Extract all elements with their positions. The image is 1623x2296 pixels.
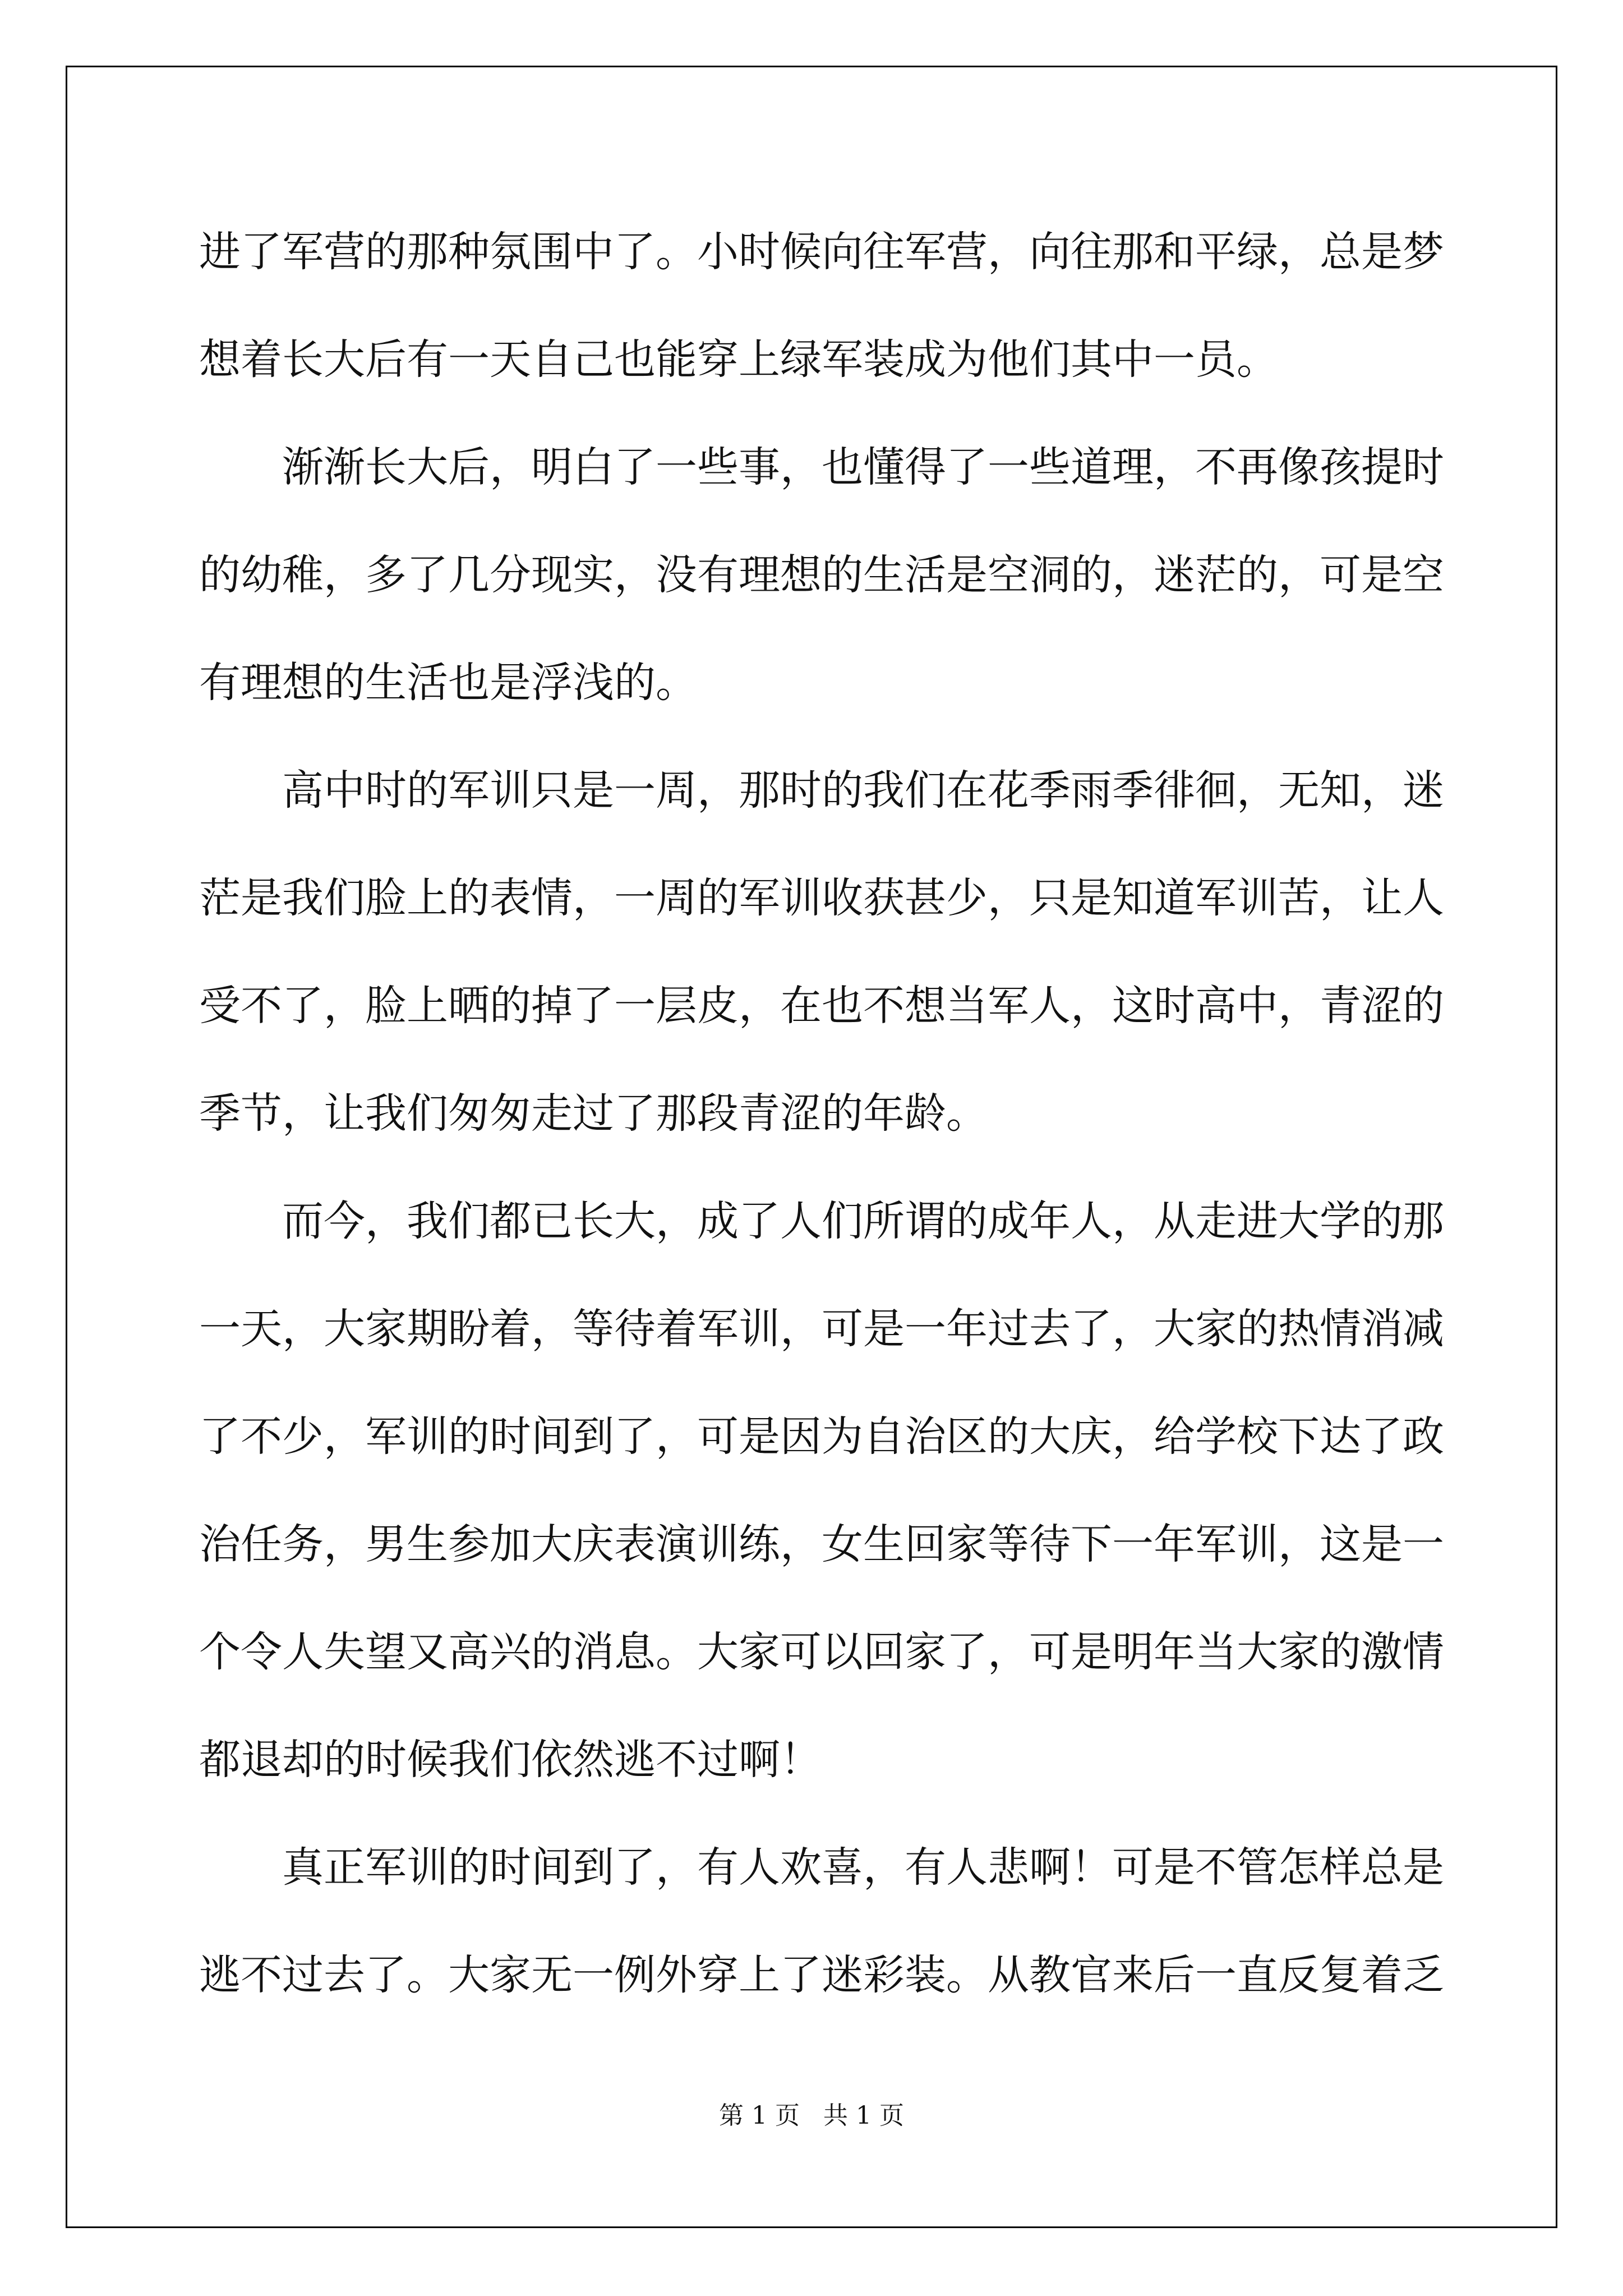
text-line: 渐渐长大后，明白了一些事，也懂得了一些道理，不再像孩提时	[282, 443, 1444, 491]
text-line: 一天，大家期盼着，等待着军训，可是一年过去了，大家的热情消减	[199, 1305, 1444, 1353]
text-line: 而今，我们都已长大，成了人们所谓的成年人，从走进大学的那	[282, 1197, 1444, 1245]
text-line: 季节，让我们匆匆走过了那段青涩的年龄。	[199, 1089, 988, 1138]
text-line: 个令人失望又高兴的消息。大家可以回家了，可是明年当大家的激情	[199, 1628, 1444, 1676]
text-line: 受不了，脸上晒的掉了一层皮，在也不想当军人，这时高中，青涩的	[199, 982, 1444, 1030]
text-line: 真正军训的时间到了，有人欢喜，有人悲啊！可是不管怎样总是	[282, 1843, 1444, 1892]
text-line: 的幼稚，多了几分现实，没有理想的生活是空洞的，迷茫的，可是空	[199, 551, 1444, 599]
text-line: 都退却的时候我们依然逃不过啊！	[199, 1736, 822, 1784]
text-line: 进了军营的那种氛围中了。小时候向往军营，向往那和平绿，总是梦	[199, 228, 1444, 276]
text-line: 想着长大后有一天自己也能穿上绿军装成为他们其中一员。	[199, 335, 1278, 384]
page-number-footer: 第 1 页 共 1 页	[719, 2101, 904, 2130]
page-border	[66, 66, 1557, 2228]
text-line: 高中时的军训只是一周，那时的我们在花季雨季徘徊，无知，迷	[282, 766, 1444, 815]
text-line: 有理想的生活也是浮浅的。	[199, 659, 697, 707]
text-line: 治任务，男生参加大庆表演训练，女生回家等待下一年军训，这是一	[199, 1520, 1444, 1568]
text-line: 逃不过去了。大家无一例外穿上了迷彩装。从教官来后一直反复着乏	[199, 1951, 1444, 1999]
text-line: 茫是我们脸上的表情，一周的军训收获甚少，只是知道军训苦，让人	[199, 874, 1444, 922]
text-line: 了不少，军训的时间到了，可是因为自治区的大庆，给学校下达了政	[199, 1412, 1444, 1461]
